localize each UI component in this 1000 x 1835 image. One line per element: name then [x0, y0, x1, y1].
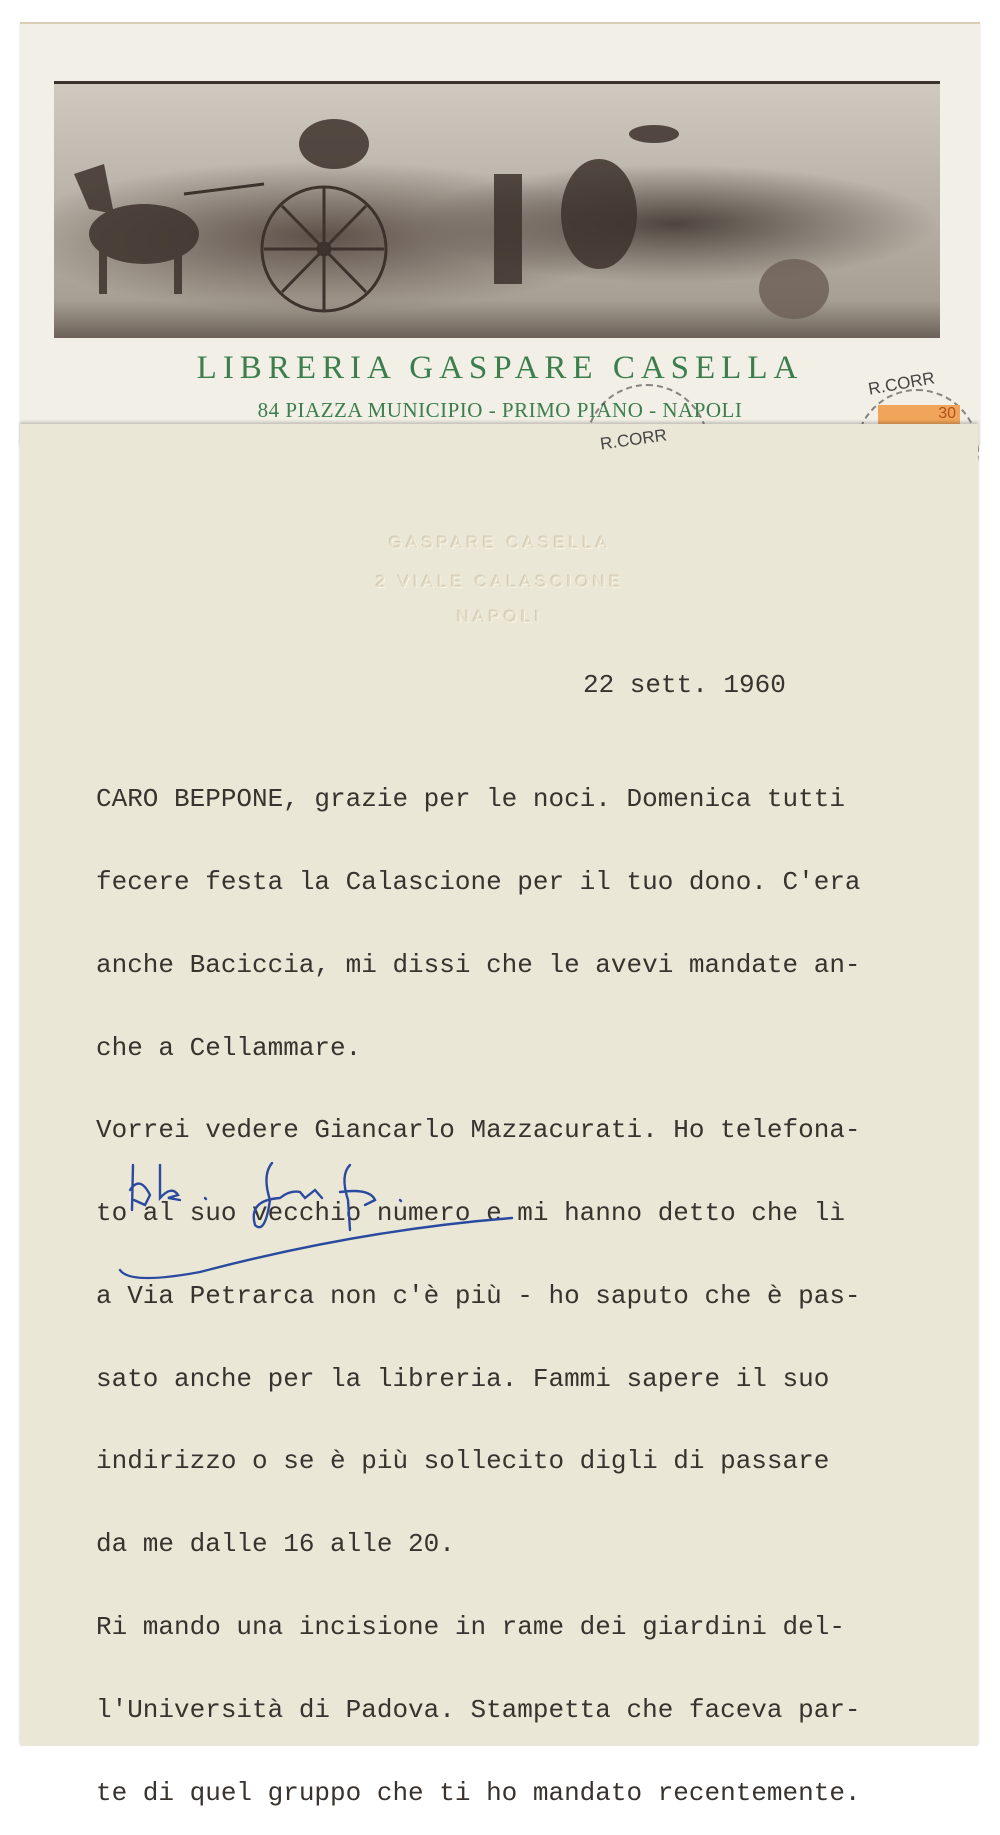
letter-date: 22 sett. 1960 [583, 670, 786, 700]
body-line: CARO BEPPONE, grazie per le noci. Domenica tutti [96, 784, 845, 815]
body-line: l'Università di Padova. Stampetta che faceva par- [96, 1694, 861, 1725]
body-line: a Via Petrarca non c'è più - ho saputo che è pas- [96, 1280, 861, 1311]
embossed-street: 2 VIALE CALASCIONE [375, 572, 625, 591]
body-line: to al suo vecchio numero e mi hanno detto che lì [96, 1198, 845, 1229]
embossed-name: GASPARE CASELLA [388, 533, 612, 552]
postage-stamp: 30 [878, 405, 960, 435]
body-line: fecere festa la Calascione per il tuo dono. C'era [96, 866, 861, 897]
shop-address: 84 PIAZZA MUNICIPIO - PRIMO PIANO - NAPOLI [257, 398, 743, 422]
postmark-text: R.CORR [598, 425, 668, 454]
body-line: Ri mando una incisione in rame dei giardini del- [96, 1612, 845, 1642]
body-line: indirizzo o se è più sollecito digli di passare [96, 1446, 830, 1477]
body-line: che a Cellammare. [96, 1032, 362, 1063]
body-line: anche Baciccia, mi dissi che le avevi mandate an- [96, 949, 861, 980]
body-line: te di quel gruppo che ti ho mandato recentemente. [96, 1777, 861, 1808]
body-line: Vorrei vedere Giancarlo Mazzacurati. Ho telefona- [96, 1115, 861, 1146]
embossed-city: NAPOLI [456, 607, 544, 626]
body-line: da me dalle 16 alle 20. [96, 1529, 455, 1560]
postmark-text-2: R.CORR [866, 368, 937, 399]
shop-name: LIBRERIA GASPARE CASELLA [196, 350, 804, 386]
body-line: sato anche per la libreria. Fammi sapere il suo [96, 1363, 830, 1394]
